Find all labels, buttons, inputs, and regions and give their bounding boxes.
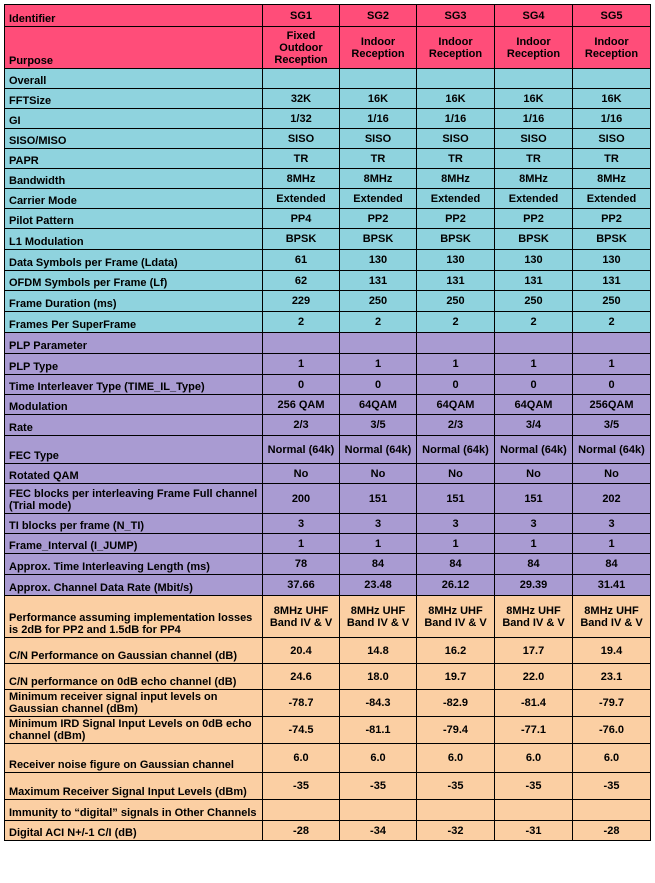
cell-sg5: 3/5 xyxy=(573,415,651,436)
cell-sg2: 250 xyxy=(340,291,417,312)
cell-sg4: 8MHz xyxy=(495,169,573,189)
cell-sg3: TR xyxy=(417,149,495,169)
cell-sg2 xyxy=(340,800,417,821)
cell-sg2 xyxy=(340,333,417,354)
cell-sg1: Normal (64k) xyxy=(263,436,340,464)
table-row xyxy=(5,149,651,169)
cell-sg1: PP4 xyxy=(263,209,340,229)
cell-sg3: 26.12 xyxy=(417,575,495,596)
cell-sg3: 8MHz UHF Band IV & V xyxy=(417,596,495,638)
row-label: Receiver noise figure on Gaussian channel xyxy=(5,744,263,773)
cell-sg1: 2/3 xyxy=(263,415,340,436)
table-row xyxy=(5,436,651,464)
cell-sg5: -79.7 xyxy=(573,690,651,717)
cell-sg5 xyxy=(573,69,651,89)
cell-sg4 xyxy=(495,333,573,354)
cell-sg1: 3 xyxy=(263,514,340,534)
table-row xyxy=(5,312,651,333)
cell-sg4: 29.39 xyxy=(495,575,573,596)
row-label: FEC blocks per interleaving Frame Full channel (Trial mode) xyxy=(5,484,263,514)
cell-sg3: -79.4 xyxy=(417,717,495,744)
column-header: SG3 xyxy=(417,5,495,27)
cell-sg2: 1 xyxy=(340,534,417,554)
cell-sg2: 131 xyxy=(340,271,417,291)
table-row xyxy=(5,534,651,554)
row-label: Overall xyxy=(5,69,263,89)
cell-sg1: 37.66 xyxy=(263,575,340,596)
row-label: Rotated QAM xyxy=(5,464,263,484)
cell-sg1: TR xyxy=(263,149,340,169)
cell-sg4: 22.0 xyxy=(495,664,573,690)
row-label: C/N Performance on Gaussian channel (dB) xyxy=(5,638,263,664)
cell-sg2: Indoor Reception xyxy=(340,27,417,69)
cell-sg1: -74.5 xyxy=(263,717,340,744)
cell-sg3: 131 xyxy=(417,271,495,291)
cell-sg3: PP2 xyxy=(417,209,495,229)
cell-sg1: 6.0 xyxy=(263,744,340,773)
table-row xyxy=(5,773,651,800)
cell-sg4: 250 xyxy=(495,291,573,312)
row-label: Performance assuming implementation losses is 2dB for PP2 and 1.5dB for PP4 xyxy=(5,596,263,638)
cell-sg2: 3/5 xyxy=(340,415,417,436)
row-label: PLP Type xyxy=(5,354,263,375)
cell-sg4: 64QAM xyxy=(495,395,573,415)
table-row xyxy=(5,27,651,69)
row-label: Pilot Pattern xyxy=(5,209,263,229)
cell-sg1 xyxy=(263,800,340,821)
row-label: PAPR xyxy=(5,149,263,169)
table-row xyxy=(5,189,651,209)
cell-sg5: -35 xyxy=(573,773,651,800)
cell-sg4: 131 xyxy=(495,271,573,291)
cell-sg1: 0 xyxy=(263,375,340,395)
cell-sg5: 130 xyxy=(573,250,651,271)
cell-sg5: 250 xyxy=(573,291,651,312)
row-label: Approx. Channel Data Rate (Mbit/s) xyxy=(5,575,263,596)
cell-sg3: 16K xyxy=(417,89,495,109)
cell-sg5: 31.41 xyxy=(573,575,651,596)
cell-sg2: 84 xyxy=(340,554,417,575)
cell-sg2: 130 xyxy=(340,250,417,271)
cell-sg3 xyxy=(417,69,495,89)
table-row xyxy=(5,638,651,664)
row-label: Time Interleaver Type (TIME_IL_Type) xyxy=(5,375,263,395)
table-row xyxy=(5,464,651,484)
cell-sg5: 8MHz UHF Band IV & V xyxy=(573,596,651,638)
cell-sg4: 16K xyxy=(495,89,573,109)
header-row xyxy=(5,5,651,27)
row-label: Rate xyxy=(5,415,263,436)
table-row xyxy=(5,514,651,534)
cell-sg3: 3 xyxy=(417,514,495,534)
cell-sg5: 8MHz xyxy=(573,169,651,189)
cell-sg1: -78.7 xyxy=(263,690,340,717)
cell-sg1: 61 xyxy=(263,250,340,271)
cell-sg3: 250 xyxy=(417,291,495,312)
cell-sg3: Indoor Reception xyxy=(417,27,495,69)
cell-sg5: TR xyxy=(573,149,651,169)
row-label: Data Symbols per Frame (Ldata) xyxy=(5,250,263,271)
row-label: Purpose xyxy=(5,27,263,69)
cell-sg5: Indoor Reception xyxy=(573,27,651,69)
cell-sg4: 3 xyxy=(495,514,573,534)
cell-sg5: 84 xyxy=(573,554,651,575)
cell-sg3: 2 xyxy=(417,312,495,333)
cell-sg2: 8MHz xyxy=(340,169,417,189)
cell-sg1: 8MHz UHF Band IV & V xyxy=(263,596,340,638)
cell-sg2: -81.1 xyxy=(340,717,417,744)
cell-sg1: 200 xyxy=(263,484,340,514)
cell-sg3: BPSK xyxy=(417,229,495,250)
cell-sg4: -31 xyxy=(495,821,573,841)
row-label: Immunity to “digital” signals in Other Channels xyxy=(5,800,263,821)
cell-sg3: SISO xyxy=(417,129,495,149)
cell-sg3: No xyxy=(417,464,495,484)
cell-sg5: 256QAM xyxy=(573,395,651,415)
cell-sg4: Indoor Reception xyxy=(495,27,573,69)
cell-sg5: Normal (64k) xyxy=(573,436,651,464)
cell-sg5: 202 xyxy=(573,484,651,514)
cell-sg1: 1 xyxy=(263,354,340,375)
cell-sg5: Extended xyxy=(573,189,651,209)
cell-sg1: 20.4 xyxy=(263,638,340,664)
cell-sg2: 6.0 xyxy=(340,744,417,773)
row-label: SISO/MISO xyxy=(5,129,263,149)
cell-sg3: 19.7 xyxy=(417,664,495,690)
cell-sg5: 131 xyxy=(573,271,651,291)
row-label: L1 Modulation xyxy=(5,229,263,250)
cell-sg1: BPSK xyxy=(263,229,340,250)
table-row xyxy=(5,554,651,575)
cell-sg3: 1/16 xyxy=(417,109,495,129)
cell-sg5: 2 xyxy=(573,312,651,333)
table-row xyxy=(5,209,651,229)
cell-sg5: PP2 xyxy=(573,209,651,229)
cell-sg4: 6.0 xyxy=(495,744,573,773)
table-row xyxy=(5,717,651,744)
cell-sg5: 1 xyxy=(573,354,651,375)
cell-sg1: SISO xyxy=(263,129,340,149)
cell-sg4: 17.7 xyxy=(495,638,573,664)
cell-sg2: 23.48 xyxy=(340,575,417,596)
cell-sg4: -77.1 xyxy=(495,717,573,744)
cell-sg4: 151 xyxy=(495,484,573,514)
cell-sg4: 1 xyxy=(495,354,573,375)
cell-sg3: -35 xyxy=(417,773,495,800)
row-label: Approx. Time Interleaving Length (ms) xyxy=(5,554,263,575)
cell-sg3: 1 xyxy=(417,354,495,375)
cell-sg4: PP2 xyxy=(495,209,573,229)
cell-sg3: -82.9 xyxy=(417,690,495,717)
table-row xyxy=(5,664,651,690)
table-row xyxy=(5,291,651,312)
table-row xyxy=(5,821,651,841)
table-row xyxy=(5,109,651,129)
cell-sg5: 19.4 xyxy=(573,638,651,664)
cell-sg1: 24.6 xyxy=(263,664,340,690)
cell-sg3 xyxy=(417,333,495,354)
cell-sg4: 1/16 xyxy=(495,109,573,129)
cell-sg4: 8MHz UHF Band IV & V xyxy=(495,596,573,638)
table-row xyxy=(5,250,651,271)
table-row xyxy=(5,333,651,354)
cell-sg3: -32 xyxy=(417,821,495,841)
cell-sg2: Normal (64k) xyxy=(340,436,417,464)
cell-sg4: 1 xyxy=(495,534,573,554)
cell-sg2: Extended xyxy=(340,189,417,209)
row-label: Frame Duration (ms) xyxy=(5,291,263,312)
cell-sg4: TR xyxy=(495,149,573,169)
cell-sg2: 14.8 xyxy=(340,638,417,664)
table-row xyxy=(5,744,651,773)
table-row xyxy=(5,575,651,596)
cell-sg1: 256 QAM xyxy=(263,395,340,415)
row-label: Minimum IRD Signal Input Levels on 0dB echo channel (dBm) xyxy=(5,717,263,744)
cell-sg3: 2/3 xyxy=(417,415,495,436)
table-body xyxy=(5,5,651,841)
cell-sg1: 62 xyxy=(263,271,340,291)
cell-sg5: 3 xyxy=(573,514,651,534)
cell-sg3: 6.0 xyxy=(417,744,495,773)
cell-sg2: -34 xyxy=(340,821,417,841)
row-label: C/N performance on 0dB echo channel (dB) xyxy=(5,664,263,690)
cell-sg1 xyxy=(263,69,340,89)
cell-sg2: 1 xyxy=(340,354,417,375)
cell-sg5: 1/16 xyxy=(573,109,651,129)
cell-sg3: 130 xyxy=(417,250,495,271)
column-header: SG2 xyxy=(340,5,417,27)
cell-sg5 xyxy=(573,333,651,354)
cell-sg2: -35 xyxy=(340,773,417,800)
cell-sg5: -76.0 xyxy=(573,717,651,744)
cell-sg3: 16.2 xyxy=(417,638,495,664)
cell-sg4: 2 xyxy=(495,312,573,333)
cell-sg3: 84 xyxy=(417,554,495,575)
column-header: SG4 xyxy=(495,5,573,27)
table-row xyxy=(5,169,651,189)
cell-sg2 xyxy=(340,69,417,89)
cell-sg1: 8MHz xyxy=(263,169,340,189)
cell-sg3: 8MHz xyxy=(417,169,495,189)
table-row xyxy=(5,375,651,395)
row-label: Maximum Receiver Signal Input Levels (dBm) xyxy=(5,773,263,800)
cell-sg1: Fixed Outdoor Reception xyxy=(263,27,340,69)
row-label: FEC Type xyxy=(5,436,263,464)
cell-sg4: Normal (64k) xyxy=(495,436,573,464)
cell-sg4: No xyxy=(495,464,573,484)
cell-sg2: 3 xyxy=(340,514,417,534)
row-label: TI blocks per frame (N_TI) xyxy=(5,514,263,534)
cell-sg1: No xyxy=(263,464,340,484)
cell-sg1: 1/32 xyxy=(263,109,340,129)
row-label: PLP Parameter xyxy=(5,333,263,354)
cell-sg3: 151 xyxy=(417,484,495,514)
row-label: Minimum receiver signal input levels on Gaussian channel (dBm) xyxy=(5,690,263,717)
cell-sg4 xyxy=(495,800,573,821)
cell-sg5: 0 xyxy=(573,375,651,395)
cell-sg2: 16K xyxy=(340,89,417,109)
cell-sg2: 8MHz UHF Band IV & V xyxy=(340,596,417,638)
cell-sg2: 2 xyxy=(340,312,417,333)
cell-sg1: -35 xyxy=(263,773,340,800)
cell-sg4 xyxy=(495,69,573,89)
row-label: FFTSize xyxy=(5,89,263,109)
cell-sg1: -28 xyxy=(263,821,340,841)
cell-sg2: 151 xyxy=(340,484,417,514)
cell-sg1: 1 xyxy=(263,534,340,554)
cell-sg5: No xyxy=(573,464,651,484)
cell-sg4: SISO xyxy=(495,129,573,149)
cell-sg2: 1/16 xyxy=(340,109,417,129)
cell-sg4: 0 xyxy=(495,375,573,395)
column-header: SG1 xyxy=(263,5,340,27)
cell-sg4: 130 xyxy=(495,250,573,271)
cell-sg5: 6.0 xyxy=(573,744,651,773)
cell-sg3: 1 xyxy=(417,534,495,554)
cell-sg5: SISO xyxy=(573,129,651,149)
cell-sg5: 23.1 xyxy=(573,664,651,690)
cell-sg3: 64QAM xyxy=(417,395,495,415)
table-row xyxy=(5,129,651,149)
header-label: Identifier xyxy=(5,5,263,27)
cell-sg2: 18.0 xyxy=(340,664,417,690)
cell-sg2: TR xyxy=(340,149,417,169)
cell-sg2: PP2 xyxy=(340,209,417,229)
cell-sg4: 3/4 xyxy=(495,415,573,436)
cell-sg1: 229 xyxy=(263,291,340,312)
row-label: Digital ACI N+/-1 C/I (dB) xyxy=(5,821,263,841)
table-row xyxy=(5,800,651,821)
cell-sg2: No xyxy=(340,464,417,484)
table-row xyxy=(5,69,651,89)
cell-sg2: -84.3 xyxy=(340,690,417,717)
row-label: GI xyxy=(5,109,263,129)
cell-sg4: Extended xyxy=(495,189,573,209)
table-row xyxy=(5,484,651,514)
cell-sg5: 16K xyxy=(573,89,651,109)
row-label: Bandwidth xyxy=(5,169,263,189)
cell-sg5: -28 xyxy=(573,821,651,841)
cell-sg4: 84 xyxy=(495,554,573,575)
column-header: SG5 xyxy=(573,5,651,27)
table-row xyxy=(5,690,651,717)
cell-sg4: -81.4 xyxy=(495,690,573,717)
row-label: Frame_Interval (I_JUMP) xyxy=(5,534,263,554)
cell-sg5: BPSK xyxy=(573,229,651,250)
cell-sg2: 0 xyxy=(340,375,417,395)
cell-sg5: 1 xyxy=(573,534,651,554)
cell-sg2: BPSK xyxy=(340,229,417,250)
cell-sg4: -35 xyxy=(495,773,573,800)
row-label: Carrier Mode xyxy=(5,189,263,209)
row-label: Frames Per SuperFrame xyxy=(5,312,263,333)
cell-sg2: SISO xyxy=(340,129,417,149)
cell-sg5 xyxy=(573,800,651,821)
cell-sg3: 0 xyxy=(417,375,495,395)
row-label: Modulation xyxy=(5,395,263,415)
cell-sg1: 32K xyxy=(263,89,340,109)
table-row xyxy=(5,271,651,291)
cell-sg3: Extended xyxy=(417,189,495,209)
table-row xyxy=(5,89,651,109)
table-row xyxy=(5,395,651,415)
cell-sg1: 2 xyxy=(263,312,340,333)
cell-sg2: 64QAM xyxy=(340,395,417,415)
cell-sg3 xyxy=(417,800,495,821)
table-row xyxy=(5,596,651,638)
table-row xyxy=(5,354,651,375)
dvb-t2-parameters-table xyxy=(4,4,651,841)
cell-sg1: Extended xyxy=(263,189,340,209)
cell-sg4: BPSK xyxy=(495,229,573,250)
cell-sg1: 78 xyxy=(263,554,340,575)
row-label: OFDM Symbols per Frame (Lf) xyxy=(5,271,263,291)
table-row xyxy=(5,229,651,250)
table-row xyxy=(5,415,651,436)
cell-sg3: Normal (64k) xyxy=(417,436,495,464)
cell-sg1 xyxy=(263,333,340,354)
